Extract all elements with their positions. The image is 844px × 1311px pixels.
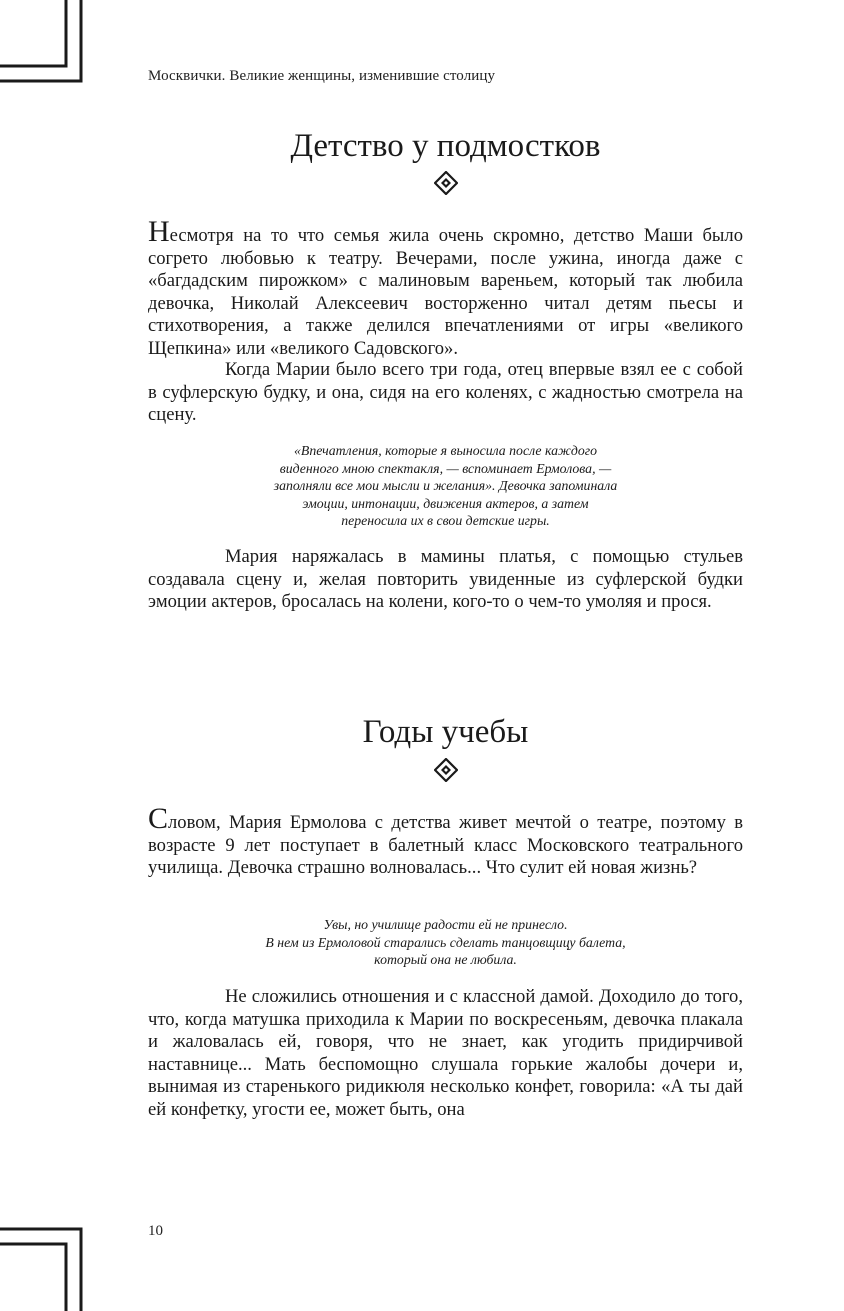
quote-block <box>228 442 663 530</box>
quote-line: переносила их в свои детские игры. <box>341 513 550 528</box>
quote-line: В нем из Ермоловой старались сделать танцовщицу балета, <box>265 934 626 950</box>
quote-line: виденного мною спектакля, — вспоминает Ермолова, — <box>279 460 612 476</box>
paragraph: Несмотря на то что семья жила очень скромно, детство Маши было согрето любовью к театру. Вечерами, после ужина, иногда даже с «багдадским пирожком» с малиновым вареньем, который так любила девочка, Николай Алексеевич восторженно читал детям пьесы и стихотворения, а также делился впечатлениями от игры «великого Щепкина» или «великого Садовского». <box>148 215 743 359</box>
paragraph: Словом, Мария Ермолова с детства живет мечтой о театре, поэтому в возрасте 9 лет поступает в балетный класс Московского театрального училища. Девочка страшно волновалась... Что сулит ей новая жизнь? <box>148 802 743 878</box>
quote-line: заполняли все мои мысли и желания». Девочка запоминала <box>273 478 618 493</box>
quote-line: «Впечатления, которые я выносила после каждого <box>294 443 597 458</box>
top-corner-frame <box>0 0 84 84</box>
drop-cap: С <box>148 802 169 835</box>
paragraph: Когда Марии было всего три года, отец впервые взял ее с собой в суфлерскую будку, и она, сидя на его коленях, с жадностью смотрела на сцену. <box>148 359 743 425</box>
quote-block <box>228 916 663 969</box>
quote-line: эмоции, интонации, движения актеров, а затем <box>302 495 589 511</box>
quote-line: Увы, но училище радости ей не принесло. <box>323 917 568 932</box>
page-number: 10 <box>148 1223 163 1239</box>
paragraph: Не сложились отношения и с классной дамой. Доходило до того, что, когда матушка приходила к Марии по воскресеньям, девочка плакала и жаловалась ей, говоря, что не знает, как угодить придирчивой наставнице... Мать беспомощно слушала горькие жалобы дочери и, вынимая из старенького ридикюля несколько конфет, говорила: «А ты дай ей конфетку, угости ее, может быть, она <box>148 986 743 1120</box>
running-head: Москвички. Великие женщины, изменившие столицу <box>148 68 496 84</box>
drop-cap: Н <box>148 215 170 248</box>
section-title-school-years: Годы учебы <box>362 714 529 750</box>
diamond-ornament-icon <box>434 171 458 195</box>
diamond-ornament-icon <box>434 758 458 782</box>
bottom-corner-frame <box>0 1227 84 1311</box>
paragraph: Мария наряжалась в мамины платья, с помощью стульев создавала сцену и, желая повторить увиденные из суфлерской будки эмоции актеров, бросалась на колени, кого-то о чем-то умоляя и прося. <box>148 546 743 612</box>
section-title-childhood: Детство у подмостков <box>290 128 601 164</box>
quote-line: который она не любила. <box>374 952 517 967</box>
